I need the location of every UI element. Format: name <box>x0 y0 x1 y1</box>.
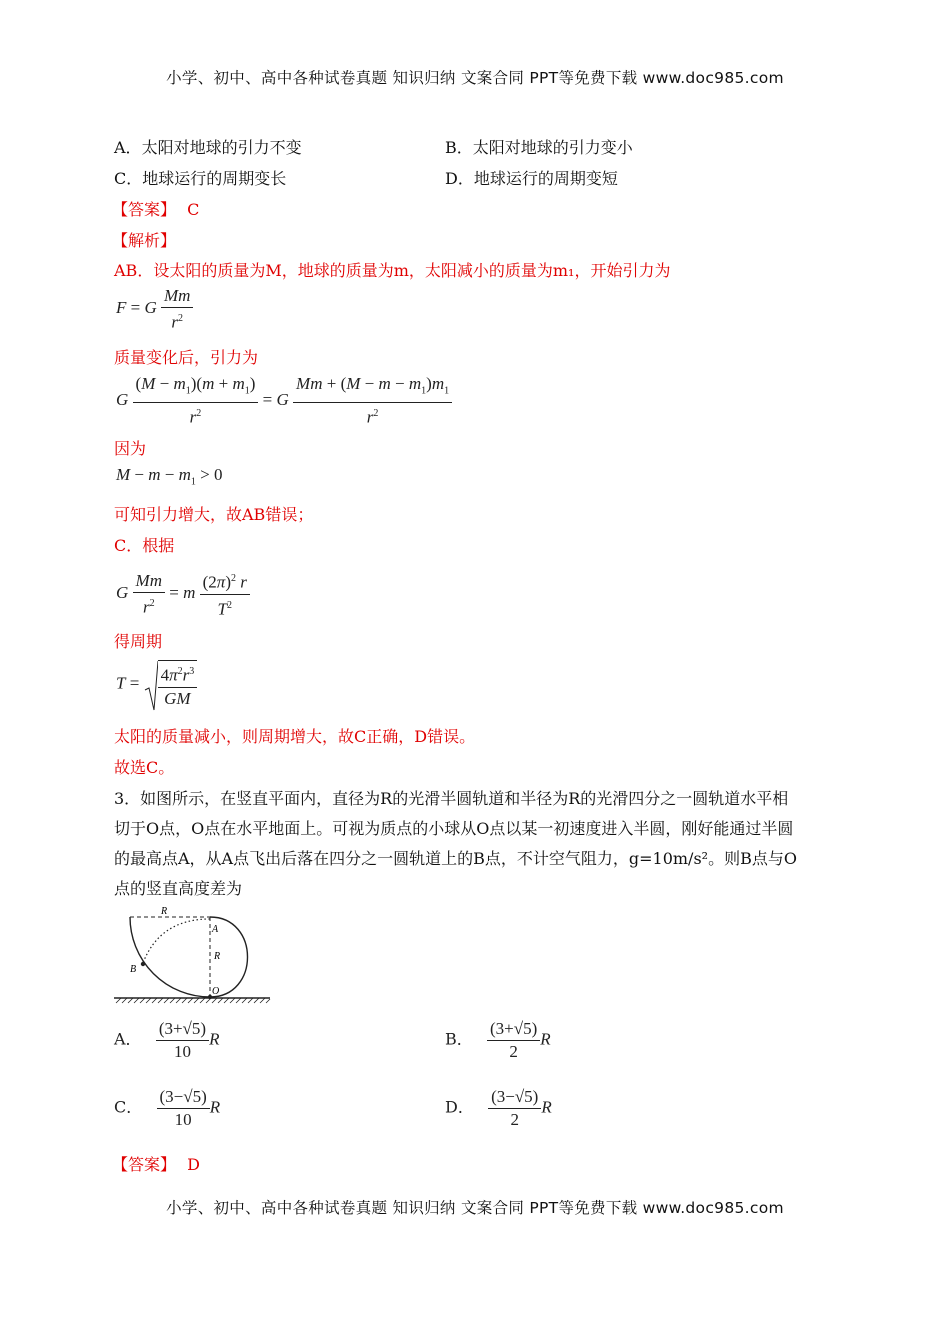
analysis-line-6: 得周期 <box>114 632 163 651</box>
q2-answer <box>112 197 199 220</box>
option-text: 太阳对地球的引力不变 <box>141 138 302 157</box>
formula-inequality: $M - m - m_1 > 0$ <box>116 465 223 488</box>
label-b: B <box>130 964 137 975</box>
point-b-marker <box>141 962 145 966</box>
option-suffix: R <box>209 1029 220 1049</box>
label-r-mid: R <box>214 951 221 962</box>
option-denominator: 2 <box>510 1110 519 1129</box>
option-numerator: (3−√5) <box>488 1086 541 1109</box>
answer-value: C <box>187 200 200 219</box>
option-label: B． <box>445 1029 473 1049</box>
label-r-top: R <box>161 906 168 917</box>
page-header: 小学、初中、高中各种试卷真题 知识归纳 文案合同 PPT等免费下载 www.doc985.com <box>166 69 784 87</box>
option-text: 地球运行的周期变短 <box>473 169 618 188</box>
option-label: B． <box>445 138 473 157</box>
option-label: D． <box>445 169 474 188</box>
q3-stem-line-1: 3．如图所示，在竖直平面内，直径为R的光滑半圆轨道和半径为R的光滑四分之一圆轨道水平相 <box>114 789 789 808</box>
analysis-tag: 【解析】 <box>112 231 177 250</box>
option-suffix: R <box>541 1097 552 1117</box>
trajectory-path <box>143 919 210 963</box>
option-numerator: (3−√5) <box>157 1086 210 1109</box>
option-denominator: 2 <box>509 1042 518 1061</box>
option-label: C． <box>114 1097 143 1117</box>
option-label: A． <box>114 1029 142 1049</box>
label-a: A <box>212 924 219 935</box>
q2-option-c <box>114 166 286 189</box>
analysis-line-7: 太阳的质量减小，则周期增大，故C正确，D错误。 <box>114 727 476 746</box>
ground-hatching <box>116 998 270 1003</box>
option-denominator: 10 <box>174 1110 192 1129</box>
formula-changed-force: G $\frac{(M - m_1)(m + m_1)}{r^2}$ = G $\frac{Mm + (M - m - m_1)m_1}{r^2}$ <box>116 373 452 429</box>
formula-initial-force: F = G $\frac{Mm}{r^2}$ <box>116 285 193 334</box>
analysis-line-3: 因为 <box>114 439 147 458</box>
option-label: A． <box>114 138 142 157</box>
option-denominator: 10 <box>173 1042 191 1061</box>
q3-stem-line-4: 点的竖直高度差为 <box>114 879 243 898</box>
option-suffix: R <box>540 1029 551 1049</box>
q2-option-b <box>445 135 633 158</box>
sqrt-sign-icon <box>144 660 158 712</box>
label-o: O <box>212 986 220 997</box>
q3-figure <box>110 905 280 1005</box>
option-label: C． <box>114 169 143 188</box>
q3-stem-line-2: 切于O点，O点在水平地面上。可视为质点的小球从O点以某一初速度进入半圆，刚好能通过半圆 <box>114 819 794 838</box>
formula-period: T = $\frac{4\pi^2r^3}{GM}$ <box>116 660 197 710</box>
analysis-line-5: C．根据 <box>114 536 175 555</box>
option-suffix: R <box>209 1097 221 1117</box>
option-numerator: (3+√5) <box>156 1018 209 1041</box>
analysis-line-1: AB．设太阳的质量为M，地球的质量为m，太阳减小的质量为m₁，开始引力为 <box>114 261 671 280</box>
q2-option-a <box>114 135 302 158</box>
formula-period-relation: G $\frac{Mm}{r^2}$ = m $\frac{(2\pi)^2 r}{T^2}$ <box>116 568 250 620</box>
q3-option-a <box>114 1018 219 1063</box>
analysis-line-2: 质量变化后，引力为 <box>114 348 259 367</box>
quarter-circle-track <box>130 917 210 997</box>
answer-tag: 【答案】 <box>112 200 177 219</box>
option-label: D． <box>445 1097 474 1117</box>
q2-option-d <box>445 166 618 189</box>
option-numerator: (3+√5) <box>487 1018 540 1041</box>
q3-answer <box>112 1152 200 1175</box>
page-footer: 小学、初中、高中各种试卷真题 知识归纳 文案合同 PPT等免费下载 www.doc985.com <box>166 1199 784 1217</box>
option-text: 地球运行的周期变长 <box>142 169 287 188</box>
q3-option-c <box>114 1086 220 1131</box>
analysis-line-8: 故选C。 <box>114 758 175 777</box>
q3-stem-line-3: 的最高点A，从A点飞出后落在四分之一圆轨道上的B点，不计空气阻力，g=10m/s²。则B点与O <box>114 849 797 868</box>
answer-tag: 【答案】 <box>112 1155 177 1174</box>
q3-option-d <box>445 1086 552 1131</box>
option-text: 太阳对地球的引力变小 <box>472 138 633 157</box>
answer-value: D <box>187 1155 200 1174</box>
q3-option-b <box>445 1018 551 1063</box>
analysis-line-4: 可知引力增大，故AB错误； <box>114 505 314 524</box>
